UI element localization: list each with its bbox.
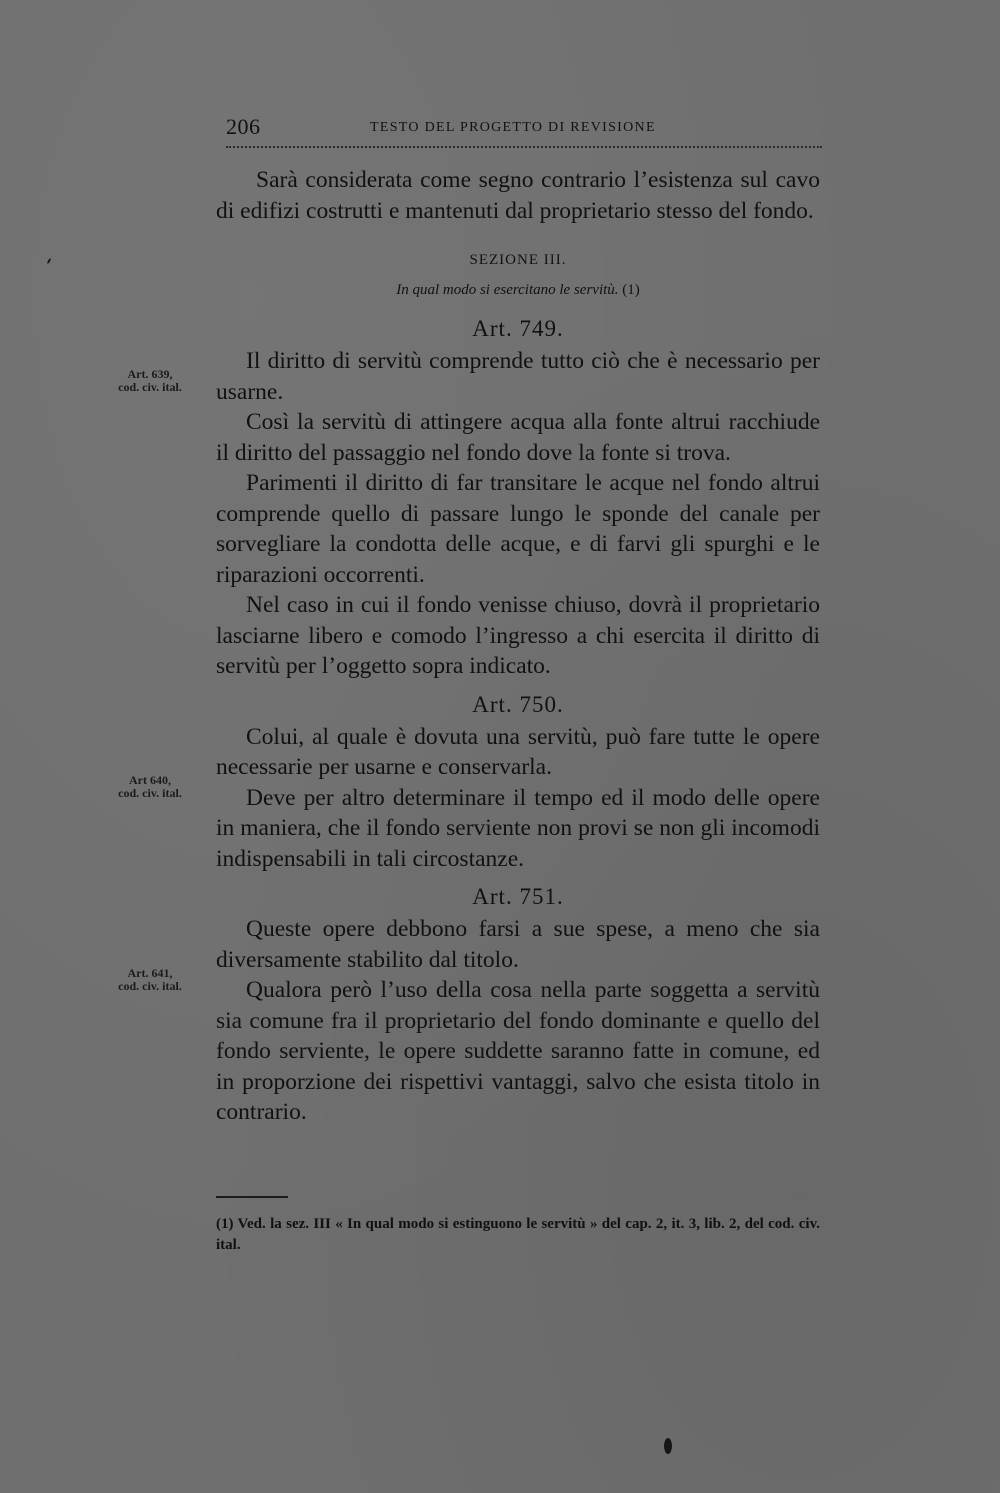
margin-note-line: Art. 639,: [127, 367, 173, 381]
article-750-title: Art. 750.: [472, 691, 564, 717]
margin-note-line: cod. civ. ital.: [118, 786, 182, 800]
running-title: TESTO DEL PROGETTO DI REVISIONE: [370, 120, 656, 135]
margin-note-line: Art. 641,: [127, 966, 173, 980]
article-749-paragraph: Parimenti il diritto di far transitare le acque nel fondo altrui comprende quello di passare lungo le sponde del canale per sorvegliare la condotta delle acque, e di farvi gli spurghi e le riparazioni occorrenti.: [216, 470, 820, 588]
print-speck: [47, 258, 52, 264]
intro-paragraph: Sarà considerata come segno contrario l’esistenza sul cavo di edifizi costrutti e mantenuti dal proprietario stesso del fondo.: [216, 167, 820, 224]
article-750-paragraph: Colui, al quale è dovuta una servitù, può fare tutte le opere necessarie per usarne e conservarla.: [216, 723, 820, 780]
margin-note-line: Art 640,: [129, 773, 171, 787]
body-text: [216, 165, 820, 1128]
article-749-paragraph: Nel caso in cui il fondo venisse chiuso, dovrà il proprietario lasciarne libero e comodo l’ingresso a chi esercita il diritto di servitù per l’oggetto sopra indicato.: [216, 592, 820, 679]
article-749-title: Art. 749.: [472, 316, 564, 341]
section-heading: SEZIONE III.: [469, 252, 567, 268]
footnote: (1) Ved. la sez. III « In qual modo si estinguono le servitù » del cap. 2, it. 3, lib. 2, del cod. civ. ital.: [216, 1216, 820, 1253]
article-750-paragraph: Deve per altro determinare il tempo ed il modo delle opere in maniera, che il fondo serviente non provi se non gli incomodi indispensabili in tali circostanze.: [216, 784, 820, 872]
margin-note-line: cod. civ. ital.: [118, 380, 182, 394]
ink-blot: [664, 1438, 672, 1454]
article-751-title: Art. 751.: [472, 884, 564, 909]
article-749-paragraph: Il diritto di servitù comprende tutto ciò che è necessario per usarne.: [216, 348, 820, 405]
article-751-paragraph: Qualora però l’uso della cosa nella parte soggetta a servitù sia comune fra il proprietario del fondo dominante e quello del fondo serviente, le opere suddette saranno fatte in comune, ed in proporzione dei rispettivi vantaggi, salvo che esista titolo in contrario.: [216, 977, 820, 1125]
page-number: 206: [226, 114, 261, 139]
margin-note-art-751: [100, 967, 200, 993]
margin-note-art-749: [100, 368, 200, 394]
running-head: [226, 114, 818, 144]
article-749-paragraph: Così la servitù di attingere acqua alla fonte altrui racchiude il diritto del passaggio nel fondo dove la fonte si trova.: [216, 409, 820, 466]
article-751-paragraph: Queste opere debbono farsi a sue spese, a meno che sia diversamente stabilito dal titolo.: [216, 916, 820, 973]
margin-note-art-750: [100, 774, 200, 800]
margin-note-line: cod. civ. ital.: [118, 979, 182, 993]
header-rule: [226, 146, 822, 148]
section-subtitle: [216, 282, 820, 306]
footnote-reference: (1): [622, 282, 640, 298]
section-subtitle-text: In qual modo si esercitano le servitù.: [396, 282, 619, 298]
footnote-rule: [216, 1196, 288, 1198]
